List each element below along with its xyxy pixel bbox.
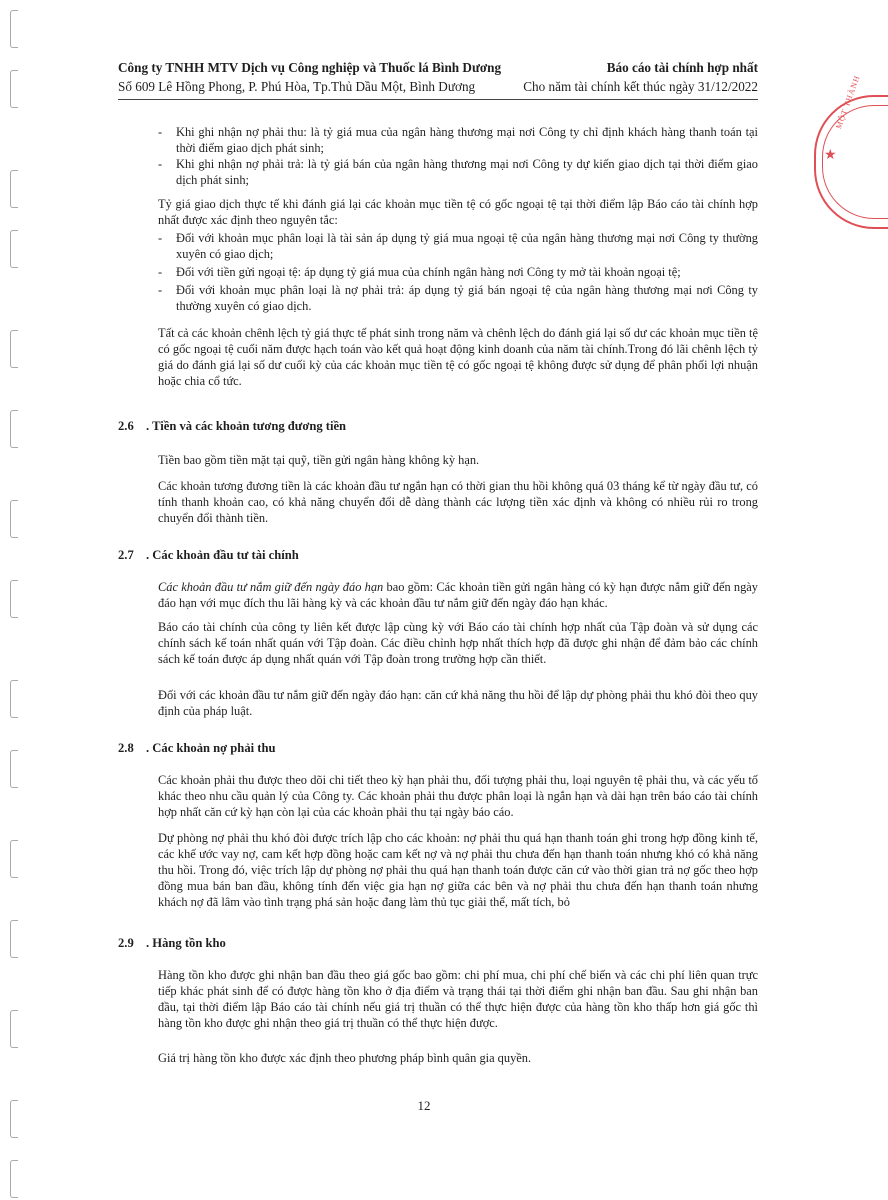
list-item: - Đối với tiền gửi ngoại tệ: áp dụng tỷ giá mua của chính ngân hàng nơi Công ty mở tài khoản ngoại tệ; bbox=[158, 265, 681, 279]
report-title: Báo cáo tài chính hợp nhất bbox=[606, 60, 758, 75]
section-heading-2-8: 2.8 . Các khoản nợ phải thu bbox=[118, 741, 276, 755]
list-item: - Đối với khoản mục phân loại là tài sản áp dụng tỷ giá mua ngoại tệ của ngân hàng thương mại nơi Công ty thường xuyên có giao dịch; bbox=[158, 231, 758, 261]
paragraph: Dự phòng nợ phải thu khó đòi được trích lập cho các khoản: nợ phải thu quá hạn thanh toán ghi trong hợp đồng kinh tế, các khế ước vay nợ, cam kết hợp đồng hoặc cam kết nợ và nợ phải thu chưa đến hạn thanh toán nhưng khó có khả năng thu hồi. Trong đó, việc trích lập dự phòng nợ phải thu quá hạn thanh toán được căn cứ vào thời gian trả nợ gốc theo hợp đồng mua bán ban đầu, không tính đến việc gia hạn nợ giữa các bên và nợ phải thu chưa đến hạn thanh toán nhưng khách nợ đã lâm vào tình trạng phá sản hoặc đang làm thủ tục giải thể, mất tích, bỏ bbox=[158, 831, 758, 909]
company-name: Công ty TNHH MTV Dịch vụ Công nghiệp và Thuốc lá Bình Dương bbox=[118, 60, 502, 75]
paragraph-differences: Tất cả các khoản chênh lệch tỷ giá thực tế phát sinh trong năm và chênh lệch do đánh giá lại số dư các khoản mục tiền tệ có gốc ngoại tệ cuối năm được hạch toán vào kết quả hoạt động kinh doanh của năm tài chính.Trong đó lãi chênh lệch tỷ giá do đánh giá lại số dư cuối kỳ của các khoản mục tiền tệ có gốc ngoại tệ không được sử dụng để phân phối lợi nhuận hoặc chia cổ tức. bbox=[158, 326, 758, 388]
page-header bbox=[118, 55, 758, 100]
report-period: Cho năm tài chính kết thúc ngày 31/12/2022 bbox=[523, 79, 758, 94]
seal-star-icon: ★ bbox=[824, 148, 837, 163]
paragraph-revaluation: Tỷ giá giao dịch thực tế khi đánh giá lại các khoản mục tiền tệ có gốc ngoại tệ tại thời điểm lập Báo cáo tài chính hợp nhất được xác định theo nguyên tắc: bbox=[158, 197, 758, 227]
section-heading-2-9: 2.9 . Hàng tồn kho bbox=[118, 936, 226, 950]
paragraph-held-to-maturity: Các khoản đầu tư nắm giữ đến ngày đáo hạn bao gồm: Các khoản tiền gửi ngân hàng có kỳ hạn được nắm giữ đến ngày đáo hạn với mục đích thu lãi hàng kỳ và các khoản đầu tư nắm giữ đến ngày đáo hạn khác. bbox=[158, 580, 758, 610]
section-heading-2-6: 2.6 . Tiền và các khoản tương đương tiền bbox=[118, 419, 347, 433]
list-item: - Khi ghi nhận nợ phải trả: là tỷ giá bán của ngân hàng thương mại nơi Công ty dự kiến giao dịch tại thời điểm giao dịch phát sinh; bbox=[158, 157, 758, 187]
section-heading-2-7: 2.7 . Các khoản đầu tư tài chính bbox=[118, 548, 299, 562]
paragraph: Báo cáo tài chính của công ty liên kết được lập cùng kỳ với Báo cáo tài chính hợp nhất của Tập đoàn và sử dụng các chính sách kế toán nhất quán với Tập đoàn. Các điều chỉnh hợp nhất thích hợp đã được ghi nhận để đảm bảo các chính sách kế toán được áp dụng nhất quán với Tập đoàn trong trường hợp cần thiết. bbox=[158, 620, 758, 666]
paragraph: Đối với các khoản đầu tư nắm giữ đến ngày đáo hạn: căn cứ khả năng thu hồi để lập dự phòng phải thu khó đòi theo quy định của pháp luật. bbox=[158, 688, 758, 718]
paragraph: Các khoản phải thu được theo dõi chi tiết theo kỳ hạn phải thu, đối tượng phải thu, loại nguyên tệ phải thu, và các yếu tố khác theo nhu cầu quản lý của Công ty. Các khoản phải thu được phân loại là ngắn hạn và dài hạn trên báo cáo tài chính hợp nhất căn cứ kỳ hạn còn lại của các khoản phải thu tại ngày báo cáo. bbox=[158, 773, 758, 819]
paragraph: Các khoản tương đương tiền là các khoản đầu tư ngắn hạn có thời gian thu hồi không quá 03 tháng kể từ ngày đầu tư, có tính thanh khoản cao, có khả năng chuyển đổi dễ dàng thành các lượng tiền xác định và không có nhiều rủi ro trong chuyển đổi thành tiền. bbox=[158, 479, 758, 525]
seal-text: MỘT THÀNH bbox=[834, 73, 862, 131]
company-address: Số 609 Lê Hồng Phong, P. Phú Hòa, Tp.Thủ Dầu Một, Bình Dương bbox=[118, 79, 476, 94]
list-item: - Khi ghi nhận nợ phải thu: là tỷ giá mua của ngân hàng thương mại nơi Công ty chỉ định khách hàng thanh toán tại thời điểm giao dịch phát sinh; bbox=[158, 125, 758, 155]
paragraph: Giá trị hàng tồn kho được xác định theo phương pháp bình quân gia quyền. bbox=[158, 1051, 532, 1065]
page-number: 12 bbox=[417, 1098, 431, 1113]
company-seal bbox=[814, 73, 888, 229]
list-item: - Đối với khoản mục phân loại là nợ phải trả: áp dụng tỷ giá bán ngoại tệ của ngân hàng thương mại nơi Công ty thường xuyên có giao dịch. bbox=[158, 283, 758, 313]
paragraph: Tiền bao gồm tiền mặt tại quỹ, tiền gửi ngân hàng không kỳ hạn. bbox=[158, 453, 480, 467]
paragraph: Hàng tồn kho được ghi nhận ban đầu theo giá gốc bao gồm: chi phí mua, chi phí chế biến và các chi phí liên quan trực tiếp khác phát sinh để có được hàng tồn kho ở địa điểm và trạng thái tại thời điểm ghi nhận ban đầu. Sau ghi nhận ban đầu, tại thời điểm lập Báo cáo tài chính nếu giá trị thuần có thể thực hiện được của hàng tồn kho thấp hơn giá gốc thì hàng tồn kho được ghi nhận theo giá trị thuần có thể thực hiện được. bbox=[158, 968, 758, 1030]
binder-rings bbox=[10, 0, 24, 1200]
